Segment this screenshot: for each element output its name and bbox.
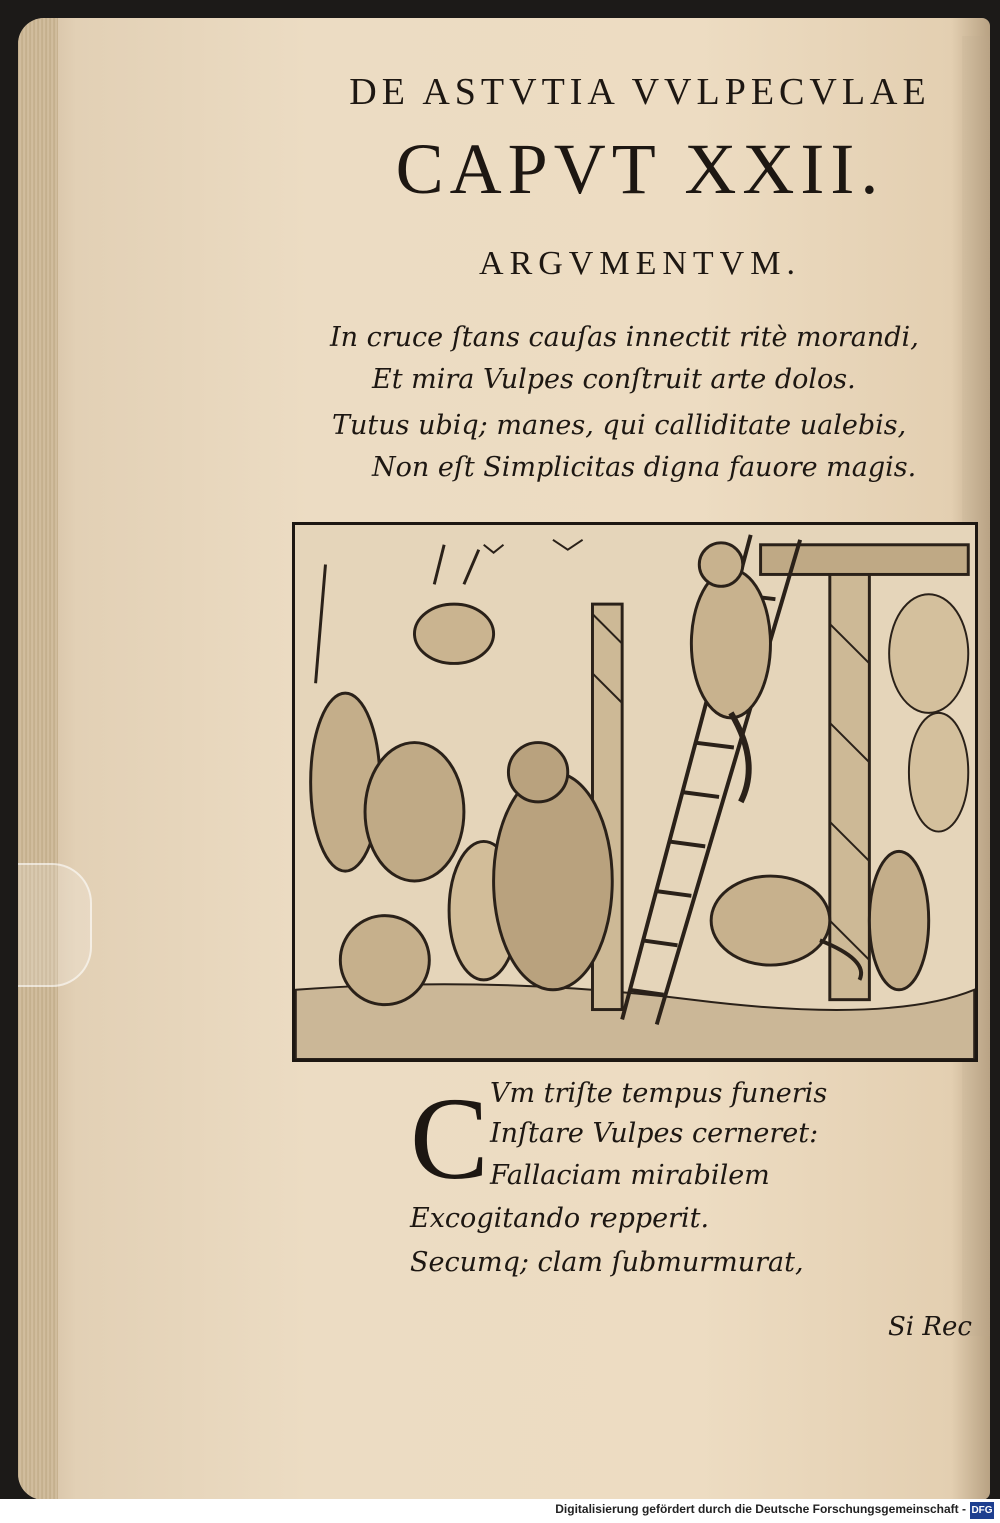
footer-credit: Digitalisierung gefördert durch die Deutsche Forschungsgemeinschaft - bbox=[555, 1502, 966, 1516]
poem-line-1: Vm triſte tempus funeris bbox=[490, 1078, 828, 1109]
dfg-logo: DFG bbox=[970, 1502, 994, 1519]
catchword: Si Rec bbox=[888, 1312, 972, 1342]
poem-line-2: Inſtare Vulpes cerneret: bbox=[490, 1118, 819, 1149]
argument-line-3: Tutus ubiq; manes, qui calliditate ualebis, bbox=[332, 410, 907, 441]
woodcut-scene bbox=[295, 525, 975, 1059]
running-title: DE ASTVTIA VVLPECVLAE bbox=[349, 71, 931, 113]
poem-line-5: Secumq; clam ſubmurmurat, bbox=[410, 1247, 804, 1278]
argument-line-2: Et mira Vulpes conſtruit arte dolos. bbox=[372, 364, 856, 395]
page-edges bbox=[18, 18, 58, 1500]
digitization-footer bbox=[0, 1499, 1000, 1523]
argument-line-1: In cruce ſtans cauſas innectit ritè morandi, bbox=[330, 322, 919, 353]
bleed-through bbox=[140, 700, 290, 820]
argument-line-4: Non eſt Simplicitas digna fauore magis. bbox=[372, 452, 917, 483]
poem-line-4: Excogitando repperit. bbox=[410, 1203, 710, 1234]
drop-cap: C bbox=[410, 1073, 489, 1204]
argument-title: ARGVMENTVM. bbox=[479, 245, 801, 282]
woodcut-illustration bbox=[292, 522, 978, 1062]
poem-line-3: Fallaciam mirabilem bbox=[490, 1160, 770, 1191]
chapter-heading: CAPVT XXII. bbox=[395, 129, 885, 209]
page-clip bbox=[18, 863, 92, 987]
